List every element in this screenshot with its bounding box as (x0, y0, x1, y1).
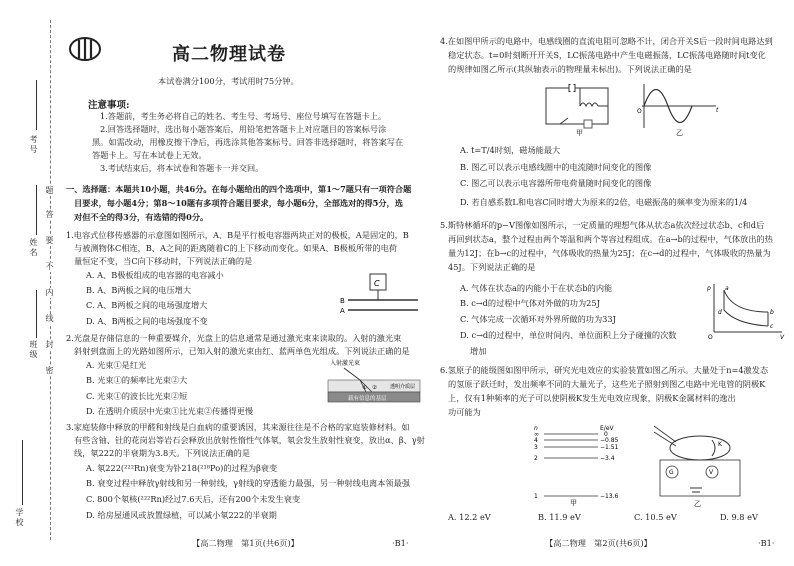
q6-stem: 6.氢原子的能级图如图甲所示，研究光电效应的实验装置如图乙所示。大量处于n=4激发态 (440, 365, 769, 375)
q2-option-d: D. 在透明介质层中光束①比光束②传播得更慢 (86, 406, 254, 416)
footer-code-left: ·B1· (392, 538, 409, 548)
q4-option-d: D. 若自感系数L和电容C同时增大为原来的2倍，电磁振荡的频率变为原来的1/4 (460, 197, 748, 207)
q6-e-label: E/eV (600, 425, 614, 432)
q2-option-c: C. 光束①的波长比光束②短 (86, 391, 188, 401)
q6-stem: 功可能为 (448, 407, 481, 417)
q6-fig-yi: 乙 (694, 500, 701, 508)
q6-e-3: −1.51 (600, 444, 619, 451)
seal-char: 线 (45, 314, 54, 324)
blank-exam-number (36, 80, 37, 130)
q6-n-2: 2 (534, 455, 538, 462)
q5-stem: 再回到状态a，整个过程由两个等温和两个等容过程组成。在a→b的过程中，气体放出的热 (448, 234, 773, 244)
q5-stem: 45J。下列说法正确的是 (448, 262, 536, 272)
note-line: 2.回答选择题时，选出每小题答案后，用铅笔把答题卡上对应题目的答案标号涂 (100, 124, 387, 134)
q6-tube-g: G (669, 469, 674, 476)
q2-option-b: B. 光束①的频率比光束②大 (86, 375, 188, 385)
q1-stem: 1.电容式位移传感器的示意图如图所示，A、B是平行板电容器两块正对的极板，A是固定的，B (66, 230, 409, 240)
blank-name (36, 185, 37, 235)
q5-stem: 5.斯特林循环的p−V图像如图所示，一定质量的理想气体从状态a依次经过状态b、c和d后 (440, 220, 765, 230)
q5-option-d: D. c→d的过程中，单位时间内、单位面积上分子碰撞的次数 (460, 330, 677, 340)
footer-code-right: ·B1· (758, 538, 775, 548)
label-school: 学校 (15, 508, 24, 528)
q2-stem: 斜射到盘面上的光路如图所示，已知入射的激光束由红、蓝两单色光组成。下列说法正确的是 (74, 346, 410, 356)
q5-fig-p: p (707, 285, 711, 292)
section-1-line: 一、选择题：本题共10小题，共46分。在每小题给出的四个选项中，第1～7题只有一项符合题 (66, 184, 412, 194)
seal-char: 密 (45, 366, 54, 376)
q4-figure-circuit (540, 80, 620, 136)
seal-char: 要 (45, 236, 54, 246)
q6-stem: 的氢原子跃迁时，发出频率不同的大量光子，这些光子照射到图乙电路中光电管的阴极K (448, 379, 766, 389)
q6-tube-v: V (709, 469, 714, 476)
binding-margin (0, 0, 60, 566)
note-line: 黑。如需改动，用橡皮擦干净后，再选涂其他答案标号。回答非选择题时，将答案写在 (92, 137, 404, 147)
subtitle: 本试卷满分100分，考试用时75分钟。 (158, 76, 299, 86)
seal-char: 封 (45, 340, 54, 350)
q2-option-a: A. 光束①是红光 (86, 360, 147, 370)
note-line: 答题卡上。写在本试卷上无效。 (92, 150, 207, 160)
notes-title: 注意事项: (88, 100, 130, 111)
q5-fig-v: V (780, 334, 785, 340)
q4-fig-t: t (716, 107, 719, 114)
q2-fig-c2: ② (372, 385, 377, 391)
q3-stem: 线，氡222的半衰期为3.8天。下列说法正确的是 (74, 448, 251, 458)
q4-stem: 4.在如图甲所示的电路中，电感线圈的直流电阻可忽略不计，闭合开关S后一段时间电路达到 (440, 36, 773, 46)
footer-right: 【高二物理 第2页(共6页)】 (545, 538, 652, 548)
q6-n-3: 3 (534, 444, 538, 451)
q6-stem: 上，仅有1种频率的光子可以使阴极K发生光电效应现象，阴极K金属材料的逸出 (448, 393, 736, 403)
seal-char: 答 (45, 210, 54, 220)
q4-stem: 稳定状态。t=0时刻断开开关S，LC振荡电路中产生电磁振荡，LC振荡电路随时间t变化 (448, 50, 766, 60)
binding-dashed-line (50, 20, 51, 540)
q1-stem: 与被测物体C相连，B、A之间的距离随着C的上下移动而变化。如果A、B极板所带的电荷 (74, 243, 397, 253)
q6-fig-jia: 甲 (570, 499, 577, 506)
q5-option-d-cont: 增加 (470, 346, 487, 356)
section-1-line: 目要求，每小题4分；第8～10题有多项符合题目要求，每小题6分，全部选对的得5分，选 (74, 198, 403, 208)
q1-option-a: A. A、B极板组成的电容器的电容减小 (86, 270, 224, 280)
q2-fig-disc: 载有信息的基层 (348, 396, 387, 402)
q5-stem: 量为12J；在b→c的过程中，气体吸收的热量为25J；在c→d的过程中，气体吸收的热量为 (448, 248, 771, 258)
q6-tube-k: K (718, 441, 722, 448)
q6-e-0: 0 (604, 431, 608, 438)
q2-fig-layer: 透明介质层 (390, 384, 416, 390)
q4-stem: 的规律如图乙所示(其纵轴表示的物理量未标出)。下列说法正确的是 (448, 64, 692, 74)
q5-fig-o: O (708, 334, 713, 340)
q6-n-4: 4 (534, 437, 538, 444)
q2-fig-beam: 入射激光束 (330, 360, 361, 367)
blank-class (36, 290, 37, 338)
q6-e-2: −3.4 (600, 455, 615, 462)
q4-fig-o: O (637, 108, 642, 115)
q1-option-c: C. A、B两板之间的电场强度增大 (86, 300, 208, 310)
q4-figure-graph (636, 80, 726, 136)
q6-energy-level-figure (532, 424, 626, 506)
seal-char: 内 (45, 288, 54, 298)
q3-stem: 3.家庭装修中释放的甲醛和射线是白血病的重要诱因，其来源往往是不合格的家庭装修材料。如 (66, 422, 410, 432)
q2-stem: 2.光盘是存储信息的一种重要媒介，光盘上的信息通常是通过激光束来读取的。入射的激光束 (66, 333, 402, 343)
seal-char: 不 (45, 262, 54, 272)
q3-option-b: B. 衰变过程中释放γ射线和另一种射线，γ射线的穿透能力最强，另一种射线电离本领最强 (86, 478, 410, 488)
q1-fig-label-a: A (340, 307, 345, 314)
q6-n-1: 1 (534, 493, 538, 500)
q5-option-c: C. 气体完成一次循环对外界所做的功为33J (460, 314, 616, 324)
label-class: 班级 (29, 340, 38, 360)
q6-e-1: −13.6 (600, 493, 619, 500)
q2-fig-c1: ① (362, 385, 367, 391)
q1-option-d: D. A、B两板之间的电场强度不变 (86, 316, 208, 326)
q5-fig-d: d (718, 309, 722, 316)
q4-fig-jia: 甲 (576, 129, 583, 136)
q3-option-a: A. 氡222(²²²Rn)衰变为钋218(²¹⁸Po)的过程为β衰变 (86, 463, 278, 473)
q5-fig-c: c (770, 323, 774, 330)
q5-fig-a: a (725, 285, 729, 292)
note-line: 3.考试结束后，将本试卷和答题卡一并交回。 (100, 163, 264, 173)
q6-option-b: B. 11.9 eV (538, 512, 581, 522)
q6-n-label: n (534, 425, 538, 432)
label-exam-number: 考号 (29, 135, 38, 155)
q1-fig-label-b: B (340, 297, 345, 305)
q1-option-b: B. A、B两板之间的电压增大 (86, 285, 192, 295)
q6-e-4: −0.85 (600, 437, 619, 444)
q4-option-c: C. 图乙可以表示电容器所带电荷量随时间变化的图像 (460, 178, 652, 188)
q6-option-c: C. 10.5 eV (634, 512, 677, 522)
q6-n-inf: ∞ (534, 431, 539, 438)
blank-school (22, 440, 23, 505)
logo-icon (68, 36, 102, 62)
q5-option-b: B. c→d的过程中气体对外做的功为25J (460, 298, 600, 308)
q3-stem: 有些含铀、钍的花岗岩等岩石会释放出放射性惰性气体氡，氡会发生放射性衰变，放出α、β、γ射 (74, 435, 425, 445)
label-name: 姓名 (29, 238, 38, 258)
section-1-line: 对但不全的得3分，有选错的得0分。 (74, 212, 209, 222)
q4-option-b: B. 图乙可以表示电感线圈中的电流随时间变化的图像 (460, 162, 652, 172)
q3-option-d: D. 给房屋通风或放置绿植，可以减小氡222的半衰期 (86, 510, 277, 520)
q6-option-d: D. 9.8 eV (720, 512, 758, 522)
q5-figure (706, 282, 786, 340)
q3-option-c: C. 800个氡核(²²²Rn)经过7.6天后，还有200个未发生衰变 (86, 494, 301, 504)
q6-option-a: A. 12.2 eV (448, 512, 491, 522)
seal-char: 题 (45, 186, 54, 196)
q1-stem: 量恒定不变，当C向下移动时，下列说法正确的是 (74, 256, 253, 266)
q1-figure (340, 272, 420, 314)
page-title: 高二物理试卷 (172, 44, 286, 65)
q4-option-a: A. t=T/4时刻，磁场能最大 (460, 145, 561, 155)
q6-phototube-figure (650, 422, 752, 508)
note-line: 1.答题前，考生务必将自己的姓名、考生号、考场号、座位号填写在答题卡上。 (100, 111, 387, 121)
q4-fig-yi: 乙 (676, 129, 683, 136)
q1-fig-label-c: C (374, 279, 380, 288)
footer-left: 【高二物理 第1页(共6页)】 (192, 538, 299, 548)
q5-option-a: A. 气体在状态a的内能小于在状态b的内能 (460, 283, 613, 293)
q2-figure (324, 358, 424, 408)
q5-fig-b: b (770, 309, 774, 316)
